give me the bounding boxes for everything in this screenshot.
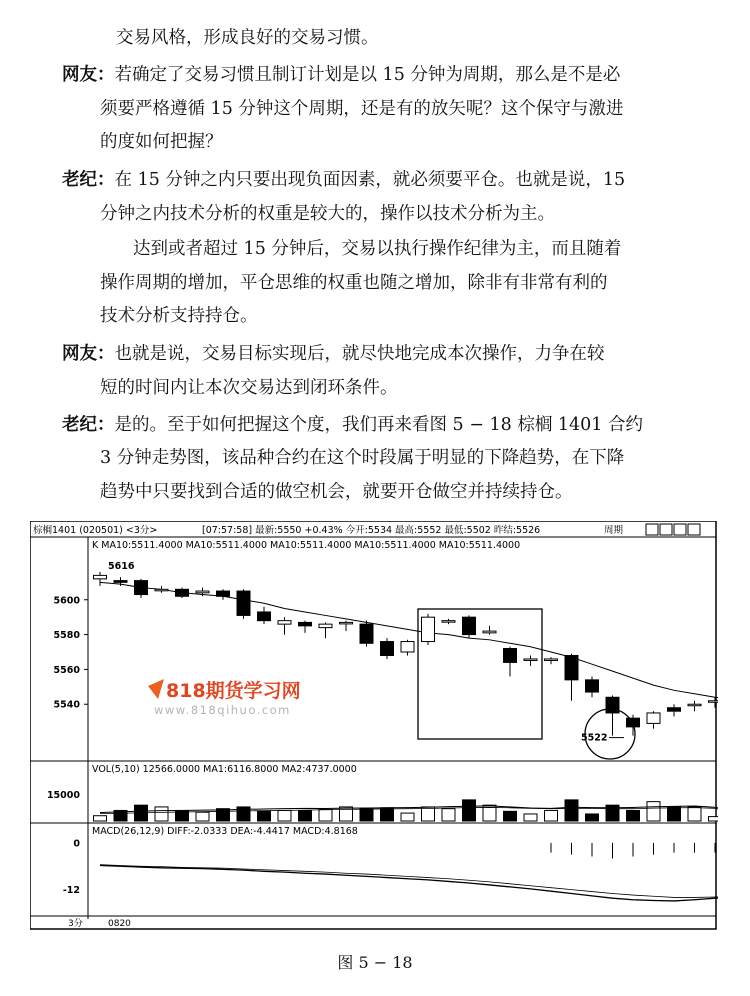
- candle-body: [668, 708, 681, 711]
- article-line: [100, 95, 623, 120]
- speaker-label: 网友：: [62, 344, 115, 364]
- volume-bar: [217, 809, 230, 821]
- toolbar-button-1[interactable]: [646, 524, 658, 535]
- volume-bar: [299, 810, 312, 821]
- y-tick-label: 5540: [53, 699, 80, 711]
- candle-body: [565, 655, 578, 679]
- article-line: [100, 200, 555, 225]
- line-text: 须要严格遵循 15 分钟这个周期，还是有的放矢呢？这个保守与激进: [100, 99, 624, 119]
- candle-body: [258, 612, 271, 621]
- volume-bar: [258, 811, 271, 821]
- volume-bar: [442, 809, 455, 821]
- low-label: 5522: [581, 732, 608, 744]
- toolbar-button-2[interactable]: [660, 524, 672, 535]
- line-text: 若确定了交易习惯且制订计划是以 15 分钟为周期，那么是不是必: [114, 65, 621, 85]
- volume-bar: [319, 810, 332, 821]
- candle-body: [340, 622, 353, 624]
- candle-body: [483, 631, 496, 633]
- article-line: [62, 411, 643, 436]
- candle: [463, 615, 476, 638]
- volume-bar: [463, 800, 476, 821]
- toolbar-button-4[interactable]: [688, 524, 700, 535]
- volume-bar: [647, 802, 660, 821]
- candle-body: [94, 575, 107, 578]
- candle-body: [278, 621, 291, 624]
- article-line: [62, 166, 625, 191]
- volume-bar: [668, 807, 681, 821]
- article-line: [100, 444, 624, 469]
- candle-body: [319, 624, 332, 627]
- chart-symbol: 棕榈1401 (020501) <3分>: [33, 525, 158, 536]
- candle-body: [442, 621, 455, 623]
- candle: [237, 589, 250, 619]
- candle-body: [586, 680, 599, 692]
- candlestick-chart: [30, 521, 718, 931]
- candle-body: [196, 591, 209, 593]
- candle-body: [688, 704, 701, 706]
- volume-bar: [586, 814, 599, 821]
- toolbar-button-3[interactable]: [674, 524, 686, 535]
- candle-body: [647, 713, 660, 723]
- volume-bar: [381, 808, 394, 821]
- article-line: [100, 478, 573, 503]
- line-text: 交易风格，形成良好的交易习惯。: [116, 28, 379, 48]
- candle-body: [217, 591, 230, 596]
- article-line: [133, 235, 621, 260]
- candle: [176, 588, 189, 598]
- article-line: [100, 128, 223, 153]
- volume-bar: [94, 816, 107, 821]
- candle-body: [381, 642, 394, 656]
- volume-bar: [688, 807, 701, 821]
- candle-body: [237, 591, 250, 615]
- line-text: 短的时间内让本次交易达到闭环条件。: [100, 378, 398, 398]
- volume-tick-label: 15000: [46, 790, 80, 802]
- line-text: 分钟之内技术分析的权重是较大的，操作以技术分析为主。: [100, 204, 555, 224]
- volume-bar: [360, 809, 373, 821]
- main-legend: K MA10:5511.4000 MA10:5511.4000 MA10:5511.4000 MA10:5511.4000 MA10:5511.4000: [92, 540, 521, 551]
- candle-body: [709, 701, 719, 703]
- candle-body: [524, 659, 537, 661]
- speaker-label: 老纪：: [62, 415, 115, 435]
- volume-bar: [524, 814, 537, 821]
- candle-body: [176, 589, 189, 596]
- candle-body: [360, 624, 373, 643]
- macd-legend: MACD(26,12,9) DIFF:-2.0333 DEA:-4.4417 MACD:4.8168: [92, 826, 358, 837]
- high-label: 5616: [108, 560, 135, 572]
- y-tick-label: 5560: [53, 664, 80, 676]
- candle-body: [155, 589, 168, 591]
- line-text: 技术分析支持持仓。: [100, 306, 258, 326]
- time-label: 0820: [108, 919, 131, 929]
- candle-body: [299, 622, 312, 625]
- article-line: [62, 61, 620, 86]
- candle-body: [135, 581, 148, 595]
- period-axis-label: 3分: [68, 919, 83, 929]
- volume-bar: [155, 807, 168, 821]
- line-text: 在 15 分钟之内只要出现负面因素，就必须要平仓。也就是说，15: [114, 170, 626, 190]
- article-line: [100, 374, 398, 399]
- candle-body: [504, 649, 517, 663]
- candle: [422, 614, 435, 645]
- volume-legend: VOL(5,10) 12566.0000 MA1:6116.8000 MA2:4737.0000: [92, 764, 357, 775]
- article-line: [100, 269, 608, 294]
- watermark-url: www.818qihuo.com: [154, 703, 291, 717]
- line-text: 也就是说，交易目标实现后，就尽快地完成本次操作，力争在较: [114, 344, 605, 364]
- line-text: 操作周期的增加，平仓思维的权重也随之增加，除非有非常有利的: [100, 273, 608, 293]
- volume-bar: [422, 807, 435, 821]
- y-tick-label: 5580: [53, 630, 80, 642]
- candle: [360, 621, 373, 647]
- candle: [381, 638, 394, 659]
- line-text: 是的。至于如何把握这个度，我们再来看图 5 − 18 棕榈 1401 合约: [114, 415, 643, 435]
- macd-tick-label: -12: [62, 885, 80, 897]
- article-line: [116, 24, 379, 49]
- candle-body: [463, 617, 476, 634]
- volume-bar: [504, 811, 517, 821]
- volume-bar: [627, 810, 640, 821]
- line-text: 的度如何把握？: [100, 132, 223, 152]
- volume-bar: [545, 810, 558, 821]
- article-line: [62, 340, 605, 365]
- volume-bar: [401, 813, 414, 821]
- candle-body: [401, 642, 414, 652]
- chart-period-label: 周期: [604, 525, 624, 536]
- watermark: [148, 679, 301, 717]
- volume-bar: [709, 817, 719, 821]
- candle-body: [545, 659, 558, 661]
- line-text: 3 分钟走势图，该品种合约在这个时段属于明显的下降趋势，在下降: [100, 448, 625, 468]
- volume-bar: [565, 800, 578, 821]
- speaker-label: 老纪：: [62, 170, 115, 190]
- candle-body: [422, 617, 435, 641]
- figure-caption: 图 5 − 18: [337, 953, 413, 972]
- article-line: [100, 302, 258, 327]
- y-tick-label: 5600: [53, 595, 80, 607]
- candle-body: [114, 581, 127, 583]
- watermark-brand: 818期货学习网: [166, 680, 301, 702]
- line-text: 趋势中只要找到合适的做空机会，就要开仓做空并持续持仓。: [100, 482, 573, 502]
- chart-quote: [07:57:58] 最新:5550 +0.43% 今开:5534 最高:5552 最低:5502 昨结:5526: [202, 525, 541, 536]
- macd-tick-label: 0: [73, 838, 80, 850]
- speaker-label: 网友：: [62, 65, 115, 85]
- volume-bar: [196, 812, 209, 821]
- line-text: 达到或者超过 15 分钟后，交易以执行操作纪律为主，而且随着: [133, 239, 622, 259]
- volume-bar: [278, 810, 291, 821]
